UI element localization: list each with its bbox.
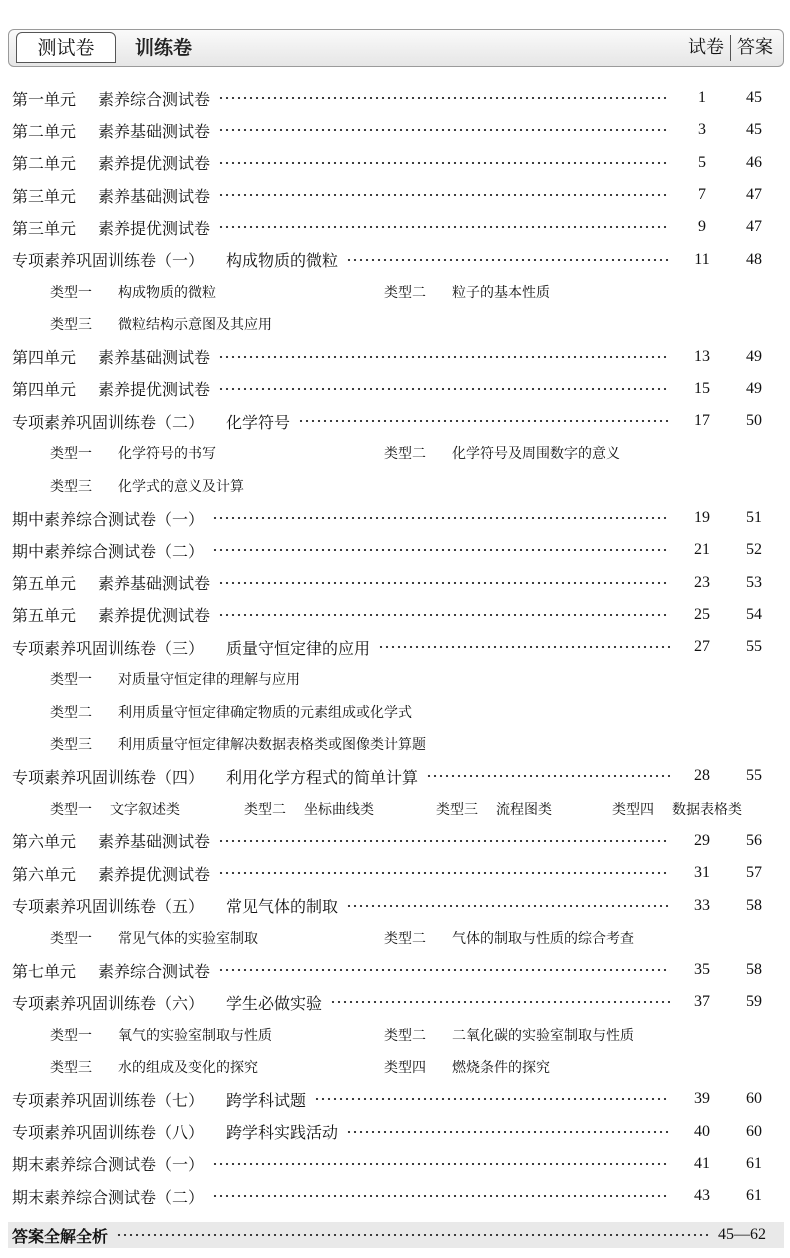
entry-topic: 素养基础测试卷 xyxy=(98,348,211,368)
entry-topic: 素养综合测试卷 xyxy=(98,89,211,109)
entry-section: 专项素养巩固训练卷（七） xyxy=(12,1090,205,1110)
entry-topic: 跨学科实践活动 xyxy=(226,1123,339,1143)
entry-title xyxy=(12,959,210,982)
dot-leader xyxy=(346,1131,670,1133)
answer-page-number: 45 xyxy=(746,121,762,139)
dot-leader xyxy=(218,388,670,390)
toc-entry[interactable] xyxy=(0,405,790,437)
entry-topic: 素养提优测试卷 xyxy=(98,864,211,884)
dot-leader xyxy=(218,840,670,842)
subtopic-row xyxy=(0,437,790,469)
toc-entry[interactable] xyxy=(0,825,790,857)
answer-page-number: 58 xyxy=(746,961,762,979)
entry-title xyxy=(12,119,210,142)
subtopic-item[interactable] xyxy=(50,734,426,754)
entry-title xyxy=(12,410,290,433)
subtopic-item[interactable] xyxy=(384,928,634,948)
entry-section: 第四单元 xyxy=(12,380,77,400)
entry-topic: 素养提优测试卷 xyxy=(98,380,211,400)
dot-leader xyxy=(298,420,670,422)
toc-entry[interactable] xyxy=(0,889,790,921)
subtopic-text: 流程图类 xyxy=(496,801,552,818)
answer-page-number: 60 xyxy=(746,1090,762,1108)
answer-page-number: 49 xyxy=(746,347,762,365)
paper-page-number: 3 xyxy=(698,121,706,139)
subtopic-row xyxy=(0,1051,790,1083)
answer-page-number: 52 xyxy=(746,541,762,559)
entry-section: 第二单元 xyxy=(12,121,77,141)
dot-leader xyxy=(116,1234,710,1236)
subtopic-row xyxy=(0,922,790,954)
subtopic-text: 燃烧条件的探究 xyxy=(452,1060,550,1077)
dot-leader xyxy=(218,226,670,228)
subtopic-type-label: 类型一 xyxy=(50,1027,92,1044)
dot-leader xyxy=(218,582,670,584)
entry-section: 第七单元 xyxy=(12,961,77,981)
entry-title xyxy=(12,829,210,852)
entry-section: 第二单元 xyxy=(12,154,77,174)
entry-topic: 素养综合测试卷 xyxy=(98,961,211,981)
dot-leader xyxy=(314,1098,670,1100)
entry-topic: 素养提优测试卷 xyxy=(98,218,211,238)
entry-section: 第三单元 xyxy=(12,186,77,206)
entry-section: 专项素养巩固训练卷（一） xyxy=(12,251,205,271)
paper-page-number: 1 xyxy=(698,89,706,107)
toc-entry[interactable] xyxy=(0,243,790,275)
column-label-answer: 答案 xyxy=(737,37,773,58)
subtopic-type-label: 类型二 xyxy=(384,284,426,301)
entry-topic: 常见气体的制取 xyxy=(226,897,339,917)
answer-page-number: 51 xyxy=(746,509,762,526)
dot-leader xyxy=(212,517,670,519)
header-tab: 测试卷 xyxy=(16,32,116,63)
paper-page-number: 31 xyxy=(694,864,710,882)
entry-topic: 素养提优测试卷 xyxy=(98,154,211,174)
subtopic-item[interactable] xyxy=(244,799,374,819)
answer-page-number: 61 xyxy=(746,1154,762,1172)
toc-header xyxy=(8,29,784,67)
subtopic-row xyxy=(0,308,790,340)
answer-section-title: 答案全解全析 xyxy=(12,1226,109,1246)
answer-page-number: 47 xyxy=(746,186,762,204)
toc-entry[interactable] xyxy=(0,373,790,405)
subtopic-item[interactable] xyxy=(50,1057,258,1077)
subtopic-text: 粒子的基本性质 xyxy=(452,284,550,301)
toc-entry[interactable] xyxy=(0,1148,790,1180)
paper-page-number: 28 xyxy=(694,767,710,785)
subtopic-row xyxy=(0,1019,790,1051)
answer-page-number: 53 xyxy=(746,573,762,591)
answer-section-pages: 45—62 xyxy=(718,1226,766,1243)
entry-title xyxy=(12,345,210,368)
column-divider xyxy=(730,35,731,61)
subtopic-type-label: 类型三 xyxy=(50,317,92,334)
entry-section: 第三单元 xyxy=(12,218,77,238)
answer-page-number: 58 xyxy=(746,896,762,914)
entry-topic: 利用化学方程式的简单计算 xyxy=(226,767,419,787)
entry-title xyxy=(12,151,210,174)
paper-page-number: 23 xyxy=(694,573,710,591)
subtopic-type-label: 类型一 xyxy=(50,930,92,947)
paper-page-number: 35 xyxy=(694,961,710,979)
toc-entry[interactable] xyxy=(0,566,790,598)
subtopic-text: 化学符号的书写 xyxy=(118,446,216,463)
entry-title xyxy=(12,991,322,1014)
entry-section: 第六单元 xyxy=(12,832,77,852)
subtopic-type-label: 类型四 xyxy=(612,801,654,818)
entry-title xyxy=(12,862,210,885)
entry-title xyxy=(12,184,210,207)
subtopic-row xyxy=(0,663,790,695)
entry-section: 专项素养巩固训练卷（八） xyxy=(12,1123,205,1143)
toc-entry[interactable] xyxy=(0,502,790,534)
entry-section: 专项素养巩固训练卷（四） xyxy=(12,767,205,787)
entry-title xyxy=(12,1152,204,1175)
entry-section: 专项素养巩固训练卷（三） xyxy=(12,638,205,658)
toc-entry[interactable] xyxy=(0,599,790,631)
answer-section-row[interactable] xyxy=(8,1222,784,1248)
subtopic-text: 文字叙述类 xyxy=(110,801,180,818)
paper-page-number: 15 xyxy=(694,379,710,397)
subtopic-text: 坐标曲线类 xyxy=(304,801,374,818)
dot-leader xyxy=(426,775,670,777)
subtopic-type-label: 类型二 xyxy=(384,930,426,947)
answer-page-number: 50 xyxy=(746,412,762,430)
subtopic-item[interactable] xyxy=(384,1057,550,1077)
paper-page-number: 9 xyxy=(698,218,706,236)
subtopic-text: 氧气的实验室制取与性质 xyxy=(118,1027,272,1044)
entry-title xyxy=(12,571,210,594)
entry-title xyxy=(12,765,418,788)
entry-title xyxy=(12,603,210,626)
subtopic-text: 利用质量守恒定律解决数据表格类或图像类计算题 xyxy=(118,737,426,754)
subtopic-text: 利用质量守恒定律确定物质的元素组成或化学式 xyxy=(118,704,412,721)
subtopic-item[interactable] xyxy=(50,702,412,722)
entry-topic: 跨学科试题 xyxy=(226,1090,307,1110)
subtopic-item[interactable] xyxy=(50,799,180,819)
answer-page-number: 55 xyxy=(746,767,762,785)
answer-page-number: 61 xyxy=(746,1187,762,1205)
answer-page-number: 60 xyxy=(746,1122,762,1140)
paper-page-number: 27 xyxy=(694,638,710,656)
subtopic-row xyxy=(0,276,790,308)
toc-entry[interactable] xyxy=(0,147,790,179)
subtopic-text: 构成物质的微粒 xyxy=(118,284,216,301)
entry-title xyxy=(12,894,338,917)
entry-title xyxy=(12,1088,306,1111)
paper-page-number: 19 xyxy=(694,509,710,526)
subtopic-type-label: 类型三 xyxy=(50,478,92,495)
toc-entry[interactable] xyxy=(0,114,790,146)
dot-leader xyxy=(212,1163,670,1165)
dot-leader xyxy=(218,194,670,196)
subtopic-row xyxy=(0,728,790,760)
entry-section: 期中素养综合测试卷（一） xyxy=(12,509,205,529)
subtopic-text: 化学符号及周围数字的意义 xyxy=(452,446,620,463)
entry-topic: 素养基础测试卷 xyxy=(98,832,211,852)
dot-leader xyxy=(346,905,670,907)
dot-leader xyxy=(378,646,670,648)
toc-entry[interactable] xyxy=(0,179,790,211)
paper-page-number: 7 xyxy=(698,186,706,204)
toc-entry[interactable] xyxy=(0,1116,790,1148)
subtopic-item[interactable] xyxy=(50,1025,272,1045)
subtopic-type-label: 类型一 xyxy=(50,446,92,463)
subtopic-type-label: 类型三 xyxy=(50,737,92,754)
dot-leader xyxy=(218,162,670,164)
paper-page-number: 41 xyxy=(694,1154,710,1172)
entry-title xyxy=(12,248,338,271)
subtopic-row xyxy=(0,793,790,825)
entry-title xyxy=(12,377,210,400)
dot-leader xyxy=(346,259,670,261)
subtopic-item[interactable] xyxy=(612,799,742,819)
paper-page-number: 37 xyxy=(694,993,710,1011)
subtopic-text: 水的组成及变化的探究 xyxy=(118,1060,258,1077)
entry-title xyxy=(12,1185,204,1208)
table-of-contents xyxy=(0,82,790,1212)
subtopic-item[interactable] xyxy=(436,799,552,819)
answer-page-number: 45 xyxy=(746,89,762,107)
paper-page-number: 43 xyxy=(694,1187,710,1205)
entry-section: 第一单元 xyxy=(12,89,77,109)
answer-page-number: 55 xyxy=(746,638,762,656)
entry-section: 专项素养巩固训练卷（六） xyxy=(12,993,205,1013)
answer-page-number: 46 xyxy=(746,153,762,171)
paper-page-number: 29 xyxy=(694,831,710,849)
entry-section: 专项素养巩固训练卷（五） xyxy=(12,897,205,917)
answer-page-number: 48 xyxy=(746,250,762,268)
subtopic-text: 常见气体的实验室制取 xyxy=(118,930,258,947)
subtopic-type-label: 类型三 xyxy=(436,801,478,818)
toc-entry[interactable] xyxy=(0,1083,790,1115)
entry-topic: 化学符号 xyxy=(226,412,291,432)
dot-leader xyxy=(218,969,670,971)
subtopic-type-label: 类型二 xyxy=(244,801,286,818)
entry-title xyxy=(12,539,204,562)
subtopic-text: 二氧化碳的实验室制取与性质 xyxy=(452,1027,634,1044)
subtopic-text: 微粒结构示意图及其应用 xyxy=(118,317,272,334)
entry-title xyxy=(12,87,210,110)
paper-page-number: 39 xyxy=(694,1090,710,1108)
paper-page-number: 13 xyxy=(694,347,710,365)
answer-page-number: 56 xyxy=(746,831,762,849)
entry-section: 第四单元 xyxy=(12,348,77,368)
answer-page-number: 47 xyxy=(746,218,762,236)
dot-leader xyxy=(330,1001,670,1003)
column-label-paper: 试卷 xyxy=(688,37,724,58)
paper-page-number: 21 xyxy=(694,541,710,559)
entry-topic: 素养基础测试卷 xyxy=(98,121,211,141)
dot-leader xyxy=(218,129,670,131)
subtopic-type-label: 类型一 xyxy=(50,801,92,818)
subtopic-row xyxy=(0,696,790,728)
answer-page-number: 59 xyxy=(746,993,762,1011)
entry-section: 期末素养综合测试卷（二） xyxy=(12,1187,205,1207)
entry-title xyxy=(12,636,370,659)
subtopic-item[interactable] xyxy=(50,314,272,334)
paper-page-number: 33 xyxy=(694,896,710,914)
header-columns xyxy=(684,34,777,62)
subtopic-row xyxy=(0,470,790,502)
toc-entry[interactable] xyxy=(0,760,790,792)
subtopic-item[interactable] xyxy=(50,669,300,689)
subtopic-type-label: 类型一 xyxy=(50,284,92,301)
dot-leader xyxy=(218,97,670,99)
entry-title xyxy=(12,216,210,239)
subtopic-item[interactable] xyxy=(50,282,216,302)
toc-entry[interactable] xyxy=(0,340,790,372)
dot-leader xyxy=(218,872,670,874)
dot-leader xyxy=(218,614,670,616)
header-title: 训练卷 xyxy=(135,37,193,59)
subtopic-text: 化学式的意义及计算 xyxy=(118,478,244,495)
entry-section: 期末素养综合测试卷（一） xyxy=(12,1155,205,1175)
subtopic-type-label: 类型二 xyxy=(50,704,92,721)
subtopic-text: 数据表格类 xyxy=(672,801,742,818)
toc-entry[interactable] xyxy=(0,211,790,243)
entry-section: 期中素养综合测试卷（二） xyxy=(12,541,205,561)
subtopic-type-label: 类型二 xyxy=(384,446,426,463)
subtopic-item[interactable] xyxy=(384,1025,634,1045)
entry-topic: 素养基础测试卷 xyxy=(98,574,211,594)
subtopic-text: 气体的制取与性质的综合考查 xyxy=(452,930,634,947)
answer-page-number: 54 xyxy=(746,605,762,623)
subtopic-item[interactable] xyxy=(50,928,258,948)
dot-leader xyxy=(212,549,670,551)
paper-page-number: 17 xyxy=(694,412,710,430)
entry-topic: 素养提优测试卷 xyxy=(98,606,211,626)
entry-title xyxy=(12,1120,338,1143)
paper-page-number: 5 xyxy=(698,153,706,171)
paper-page-number: 25 xyxy=(694,605,710,623)
answer-page-number: 49 xyxy=(746,379,762,397)
subtopic-item[interactable] xyxy=(384,282,550,302)
entry-topic: 质量守恒定律的应用 xyxy=(226,638,371,658)
answer-page-number: 57 xyxy=(746,864,762,882)
subtopic-item[interactable] xyxy=(50,476,244,496)
dot-leader xyxy=(212,1195,670,1197)
subtopic-item[interactable] xyxy=(50,443,216,463)
entry-topic: 构成物质的微粒 xyxy=(226,251,339,271)
subtopic-item[interactable] xyxy=(384,443,620,463)
toc-entry[interactable] xyxy=(0,82,790,114)
entry-title xyxy=(12,507,204,530)
entry-section: 第五单元 xyxy=(12,606,77,626)
entry-section: 第六单元 xyxy=(12,864,77,884)
dot-leader xyxy=(218,356,670,358)
toc-entry[interactable] xyxy=(0,954,790,986)
toc-entry[interactable] xyxy=(0,986,790,1018)
subtopic-type-label: 类型四 xyxy=(384,1060,426,1077)
toc-entry[interactable] xyxy=(0,1180,790,1212)
paper-page-number: 40 xyxy=(694,1122,710,1140)
subtopic-text: 对质量守恒定律的理解与应用 xyxy=(118,672,300,689)
entry-topic: 素养基础测试卷 xyxy=(98,186,211,206)
toc-entry[interactable] xyxy=(0,534,790,566)
toc-entry[interactable] xyxy=(0,631,790,663)
entry-topic: 学生必做实验 xyxy=(226,993,323,1013)
toc-entry[interactable] xyxy=(0,857,790,889)
subtopic-type-label: 类型一 xyxy=(50,672,92,689)
subtopic-type-label: 类型三 xyxy=(50,1060,92,1077)
paper-page-number: 11 xyxy=(694,250,710,268)
entry-section: 专项素养巩固训练卷（二） xyxy=(12,412,205,432)
entry-section: 第五单元 xyxy=(12,574,77,594)
subtopic-type-label: 类型二 xyxy=(384,1027,426,1044)
